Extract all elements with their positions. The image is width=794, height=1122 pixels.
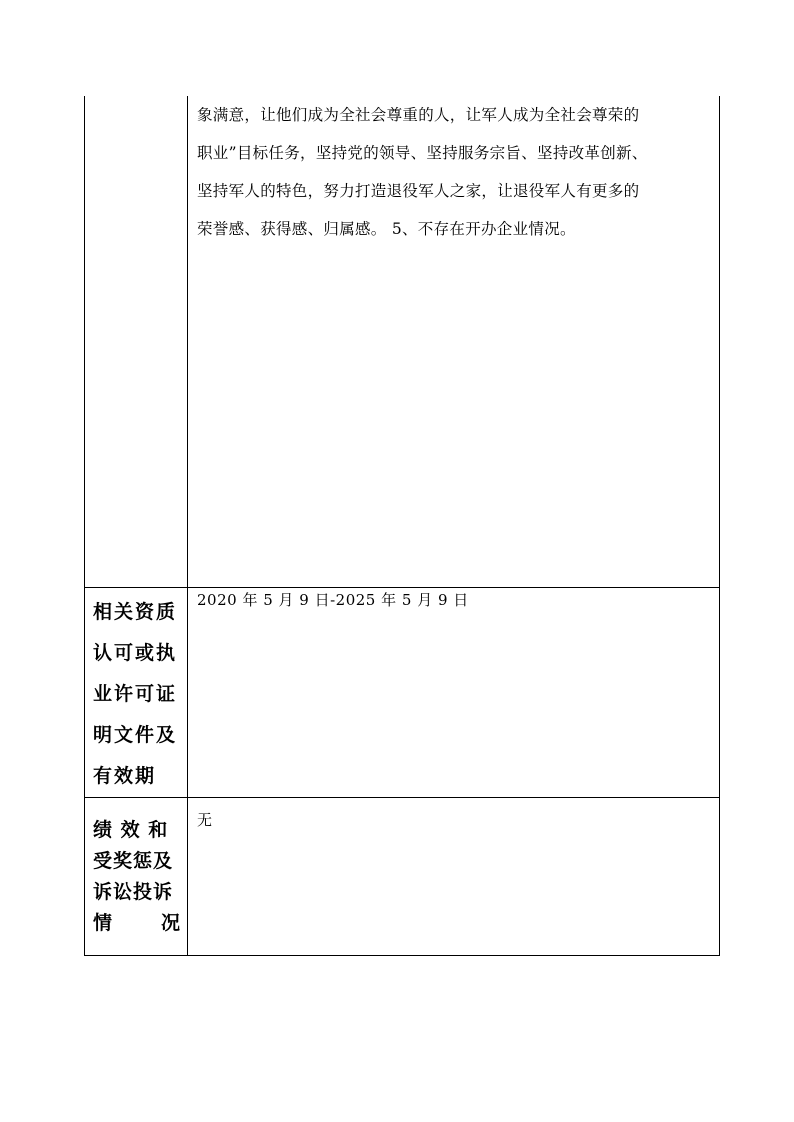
label-line: 受奖惩及 bbox=[93, 850, 174, 872]
label-line bbox=[93, 908, 181, 939]
label-char: 情 bbox=[93, 912, 114, 934]
description-line: 坚持军人的特色，努力打造退役军人之家，让退役军人有更多的 bbox=[197, 182, 640, 200]
qualification-validity: 2020 年 5 月 9 日-2025 年 5 月 9 日 bbox=[197, 591, 469, 609]
performance-value: 无 bbox=[197, 811, 213, 829]
performance-label bbox=[93, 815, 183, 939]
description-line: 荣誉感、获得感、归属感。 5、不存在开办企业情况。 bbox=[197, 220, 576, 238]
label-line: 认可或执 bbox=[93, 642, 178, 664]
label-line: 诉讼投诉 bbox=[93, 881, 174, 903]
label-line: 明文件及 bbox=[93, 724, 178, 746]
label-char: 况 bbox=[160, 912, 181, 934]
label-line: 绩 效 和 bbox=[93, 819, 169, 841]
row-divider bbox=[85, 797, 719, 798]
description-line: 象满意，让他们成为全社会尊重的人，让军人成为全社会尊荣的 bbox=[197, 106, 640, 124]
description-line: 职业”目标任务，坚持党的领导、坚持服务宗旨、坚持改革创新、 bbox=[197, 144, 648, 162]
column-divider bbox=[187, 96, 188, 955]
info-table bbox=[84, 96, 720, 956]
label-line: 业许可证 bbox=[93, 683, 178, 705]
description-text bbox=[197, 96, 711, 248]
label-line: 相关资质 bbox=[93, 601, 178, 623]
qualification-label bbox=[93, 592, 183, 797]
label-line: 有效期 bbox=[93, 765, 157, 787]
row-divider bbox=[85, 587, 719, 588]
